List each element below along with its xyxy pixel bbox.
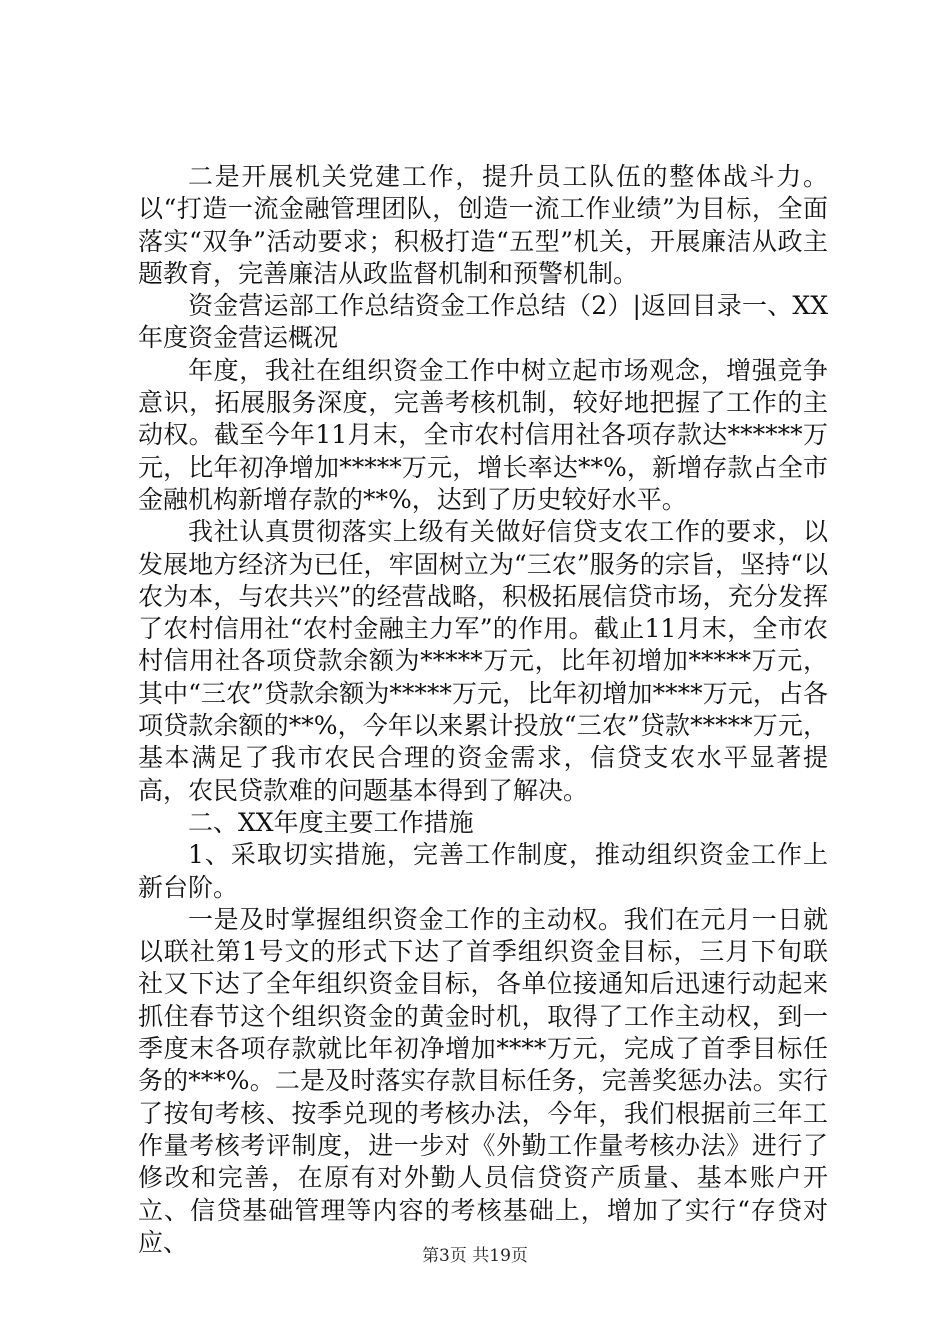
document-body (138, 161, 828, 1259)
paragraph-deposit-overview: 年度，我社在组织资金工作中树立起市场观念，增强竞争意识，拓展服务深度，完善考核机制，较好地把握了工作的主动权。截至今年11月末，全市农村信用社各项存款达******万元，比年初净增加*****万元，增长率达**%，新增存款占全市金融机构新增存款的**%，达到了历史较好水平。 (138, 355, 828, 514)
paragraph-section-title: 资金营运部工作总结资金工作总结（2）|返回目录一、XX年度资金营运概况 (138, 291, 828, 353)
page-footer: 第3页 共19页 (422, 1246, 528, 1266)
subheading-measure-1: 1、采取切实措施，完善工作制度，推动组织资金工作上新台阶。 (138, 840, 828, 902)
paragraph-measure-details: 一是及时掌握组织资金工作的主动权。我们在元月一日就以联社第1号文的形式下达了首季组织资金目标，三月下旬联社又下达了全年组织资金目标，各单位接通知后迅速行动起来抓住春节这个组织资金的黄金时机，取得了工作主动权，到一季度末各项存款就比年初净增加****万元，完成了首季目标任务的***%。二是及时落实存款目标任务，完善奖惩办法。实行了按旬考核、按季兑现的考核办法，今年，我们根据前三年工作量考核考评制度，进一步对《外勤工作量考核办法》进行了修改和完善，在原有对外勤人员信贷资产质量、基本账户开立、信贷基础管理等内容的考核基础上，增加了实行“存贷对应、 (138, 904, 828, 1257)
section-heading-measures: 二、XX年度主要工作措施 (188, 807, 474, 837)
paragraph-loan-overview: 我社认真贯彻落实上级有关做好信贷支农工作的要求，以发展地方经济为已任，牢固树立为“三农”服务的宗旨，坚持“以农为本，与农共兴”的经营战略，积极拓展信贷市场，充分发挥了农村信用社“农村金融主力军”的作用。截止11月末，全市农村信用社各项贷款余额为*****万元，比年初增加*****万元，其中“三农”贷款余额为*****万元，比年初增加****万元，占各项贷款余额的**%，今年以来累计投放“三农”贷款*****万元，基本满足了我市农民合理的资金需求，信贷支农水平显著提高，农民贷款难的问题基本得到了解决。 (138, 517, 828, 805)
paragraph-party-building: 二是开展机关党建工作，提升员工队伍的整体战斗力。以“打造一流金融管理团队，创造一流工作业绩”为目标，全面落实“双争”活动要求；积极打造“五型”机关，开展廉洁从政主题教育，完善廉洁从政监督机制和预警机制。 (138, 162, 828, 288)
